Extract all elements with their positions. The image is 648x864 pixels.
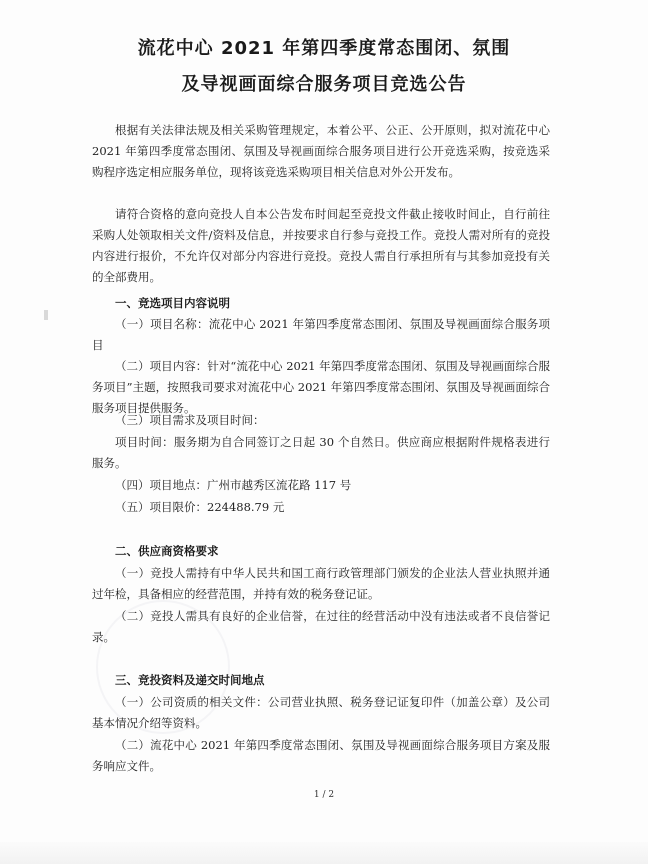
document-title-line-1: 流花中心 2021 年第四季度常态围闭、氛围 bbox=[137, 38, 511, 59]
section-2-item-1: （一）竞投人需持有中华人民共和国工商行政管理部门颁发的企业法人营业执照并通过年检，具备相应的经营范围，并持有效的税务登记证。 bbox=[92, 566, 550, 601]
intro-paragraph-2: 请符合资格的意向竞投人自本公告发布时间起至竞投文件截止接收时间止，自行前往采购人处领取相关文件/资料及信息，并按要求自行参与竞投工作。竞投人需对所有的竞投内容进行报价，不允许仅对部分内容进行竞投。竞投人需自行承担所有与其参加竞投有关的全部费用。 bbox=[92, 207, 550, 284]
section-1-heading: 一、竞选项目内容说明 bbox=[115, 296, 230, 310]
section-3-item-1: （一）公司资质的相关文件：公司营业执照、税务登记证复印件（加盖公章）及公司基本情况介绍等资料。 bbox=[92, 695, 550, 730]
section-1-item-4: 项目时间：服务期为自合同签订之日起 30 个自然日。供应商应根据附件规格表进行服务。 bbox=[92, 435, 550, 470]
document-title-line-2: 及导视画面综合服务项目竞选公告 bbox=[181, 74, 467, 95]
section-2-item-2: （二）竞投人需具有良好的企业信誉，在过往的经营活动中没有违法或者不良信誉记录。 bbox=[92, 609, 550, 644]
section-3-item-2: （二）流花中心 2021 年第四季度常态围闭、氛围及导视画面综合服务项目方案及服务响应文件。 bbox=[92, 738, 550, 773]
section-1-item-6: （五）项目限价：224488.79 元 bbox=[115, 500, 285, 514]
section-1-item-1: （一）项目名称：流花中心 2021 年第四季度常态围闭、氛围及导视画面综合服务项目 bbox=[92, 317, 550, 352]
section-2-heading: 二、供应商资格要求 bbox=[115, 544, 219, 558]
section-1-item-3: （三）项目需求及项目时间： bbox=[115, 413, 265, 427]
intro-paragraph-1: 根据有关法律法规及相关采购管理规定，本着公平、公正、公开原则，拟对流花中心 2021 年第四季度常态围闭、氛围及导视画面综合服务项目进行公开竞选采购，按竞选采购程序选定相应服务单位，现将该竞选采购项目相关信息对外公开发布。 bbox=[92, 123, 550, 179]
scan-mark bbox=[44, 310, 48, 320]
section-1-item-5: （四）项目地点：广州市越秀区流花路 117 号 bbox=[115, 478, 352, 492]
page-number: 1 / 2 bbox=[313, 790, 335, 800]
page-bottom-edge bbox=[0, 842, 648, 864]
section-3-heading: 三、竞投资料及递交时间地点 bbox=[115, 673, 265, 687]
section-1-item-2: （二）项目内容：针对“流花中心 2021 年第四季度常态围闭、氛围及导视画面综合服务项目”主题，按照我司要求对流花中心 2021 年第四季度常态围闭、氛围及导视画面综合服务项目提供服务。 bbox=[92, 359, 550, 415]
